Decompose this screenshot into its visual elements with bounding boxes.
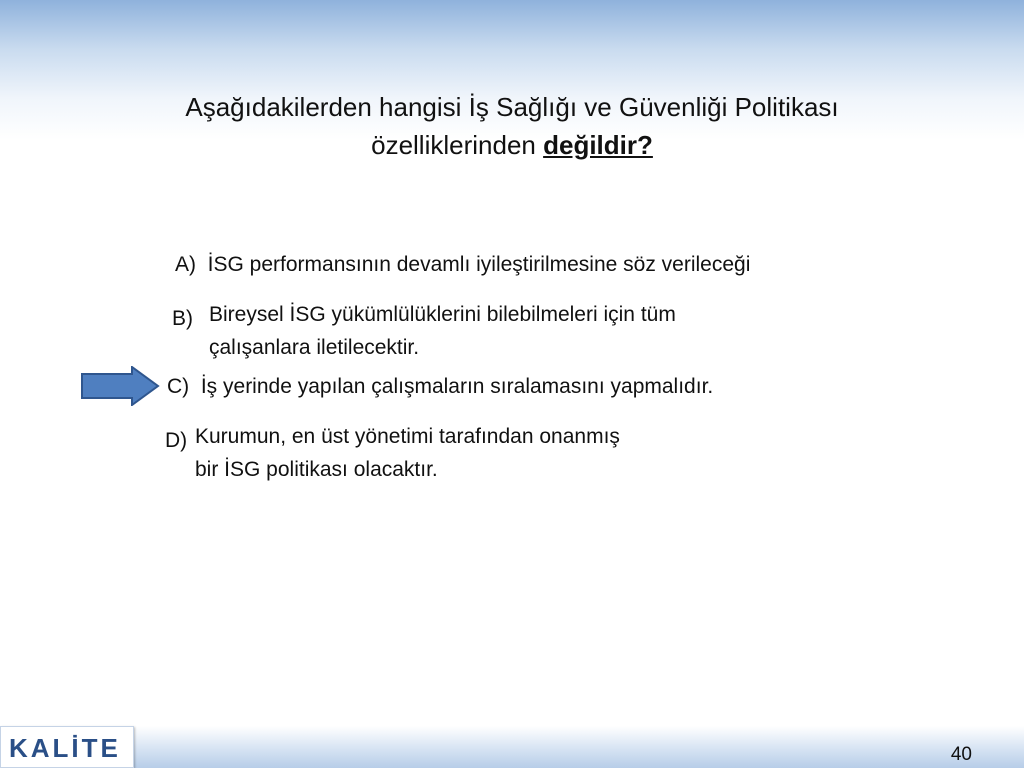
- option-b-line-1: Bireysel İSG yükümlülüklerini bilebilmeleri için tüm: [209, 303, 676, 326]
- option-b-text: [209, 298, 676, 364]
- option-c-letter: C): [167, 375, 190, 398]
- question-emphasis: değildir?: [543, 130, 653, 160]
- option-a-letter: A): [175, 253, 196, 276]
- footer-gradient: [0, 726, 1024, 768]
- logo-frame: [0, 726, 134, 768]
- option-d-letter: D): [165, 429, 188, 452]
- option-c-text: İş yerinde yapılan çalışmaların sıralamasını yapmalıdır.: [200, 375, 714, 398]
- right-arrow-icon: [80, 366, 160, 406]
- option-d-line-2: bir İSG politikası olacaktır.: [195, 458, 438, 481]
- option-a: [175, 248, 750, 281]
- page-number: 40: [950, 744, 972, 765]
- option-b-letter: B): [172, 307, 193, 330]
- option-c: [167, 370, 713, 403]
- question-title: [112, 88, 912, 164]
- kalite-logo: KALİTE: [9, 733, 121, 763]
- option-d-text: [195, 420, 620, 486]
- option-d-line-1: Kurumun, en üst yönetimi tarafından onanmış: [195, 425, 620, 448]
- question-line-1: Aşağıdakilerden hangisi İş Sağlığı ve Güvenliği Politikası: [185, 92, 839, 122]
- option-a-text: İSG performansının devamlı iyileştirilmesine söz verileceği: [207, 253, 751, 276]
- option-b-line-2: çalışanlara iletilecektir.: [209, 336, 420, 359]
- question-prefix: özelliklerinden: [371, 130, 536, 160]
- question-line-2: [112, 126, 912, 164]
